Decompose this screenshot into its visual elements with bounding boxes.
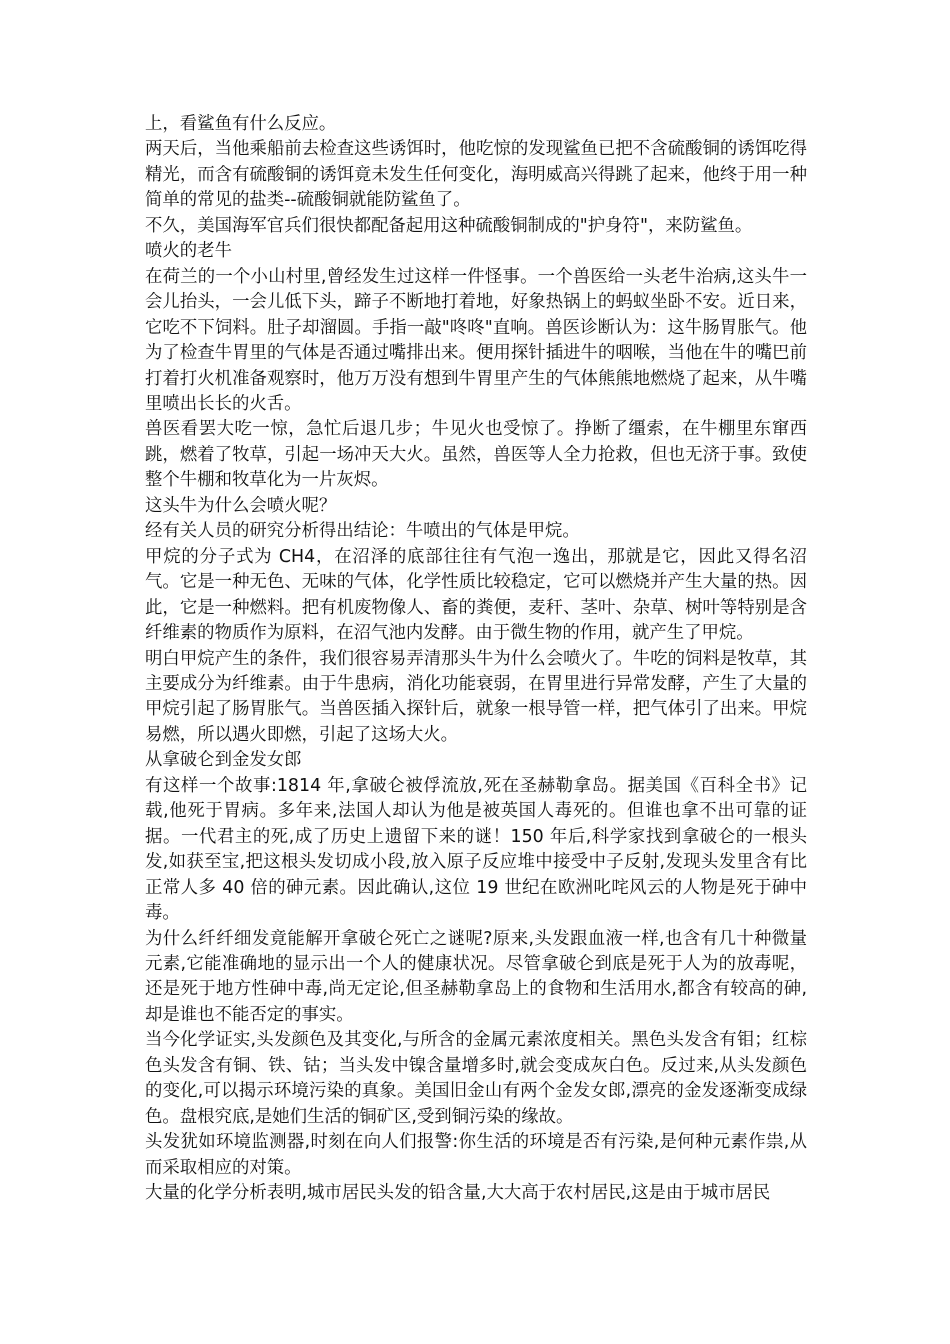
paragraph: 大量的化学分析表明,城市居民头发的铅含量,大大高于农村居民,这是由于城市居民 [145,1183,771,1204]
paragraph: 这头牛为什么会喷火呢？ [145,495,337,516]
document-page [145,112,807,1206]
paragraph: 为什么纤纤细发竟能解开拿破仑死亡之谜呢?原来,头发跟血液一样,也含有几十种微量元素,它能准确地的显示出一个人的健康状况。尽管拿破仑到底是死于人为的放毒呢，还是死于地方性砷中毒,尚无定论,但圣赫勒拿岛上的食物和生活用水,都含有较高的砷,却是谁也不能否定的事实。 [145,928,807,1025]
section-heading: 喷火的老牛 [145,241,232,262]
paragraph: 上，看鲨鱼有什么反应。 [145,114,337,134]
paragraph: 头发犹如环境监测器,时刻在向人们报警:你生活的环境是否有污染,是何种元素作祟,从而采取相应的对策。 [145,1132,807,1178]
paragraph: 不久，美国海军官兵们很快都配备起用这种硫酸铜制成的"护身符"，来防鲨鱼。 [145,215,753,236]
paragraph: 甲烷的分子式为 CH4，在沼泽的底部往往有气泡一逸出，那就是它，因此又得名沼气。它是一种无色、无味的气体，化学性质比较稳定，它可以燃烧并产生大量的热。因此，它是一种燃料。把有机废物像人、畜的粪便，麦秆、茎叶、杂草、树叶等特别是含纤维素的物质作为原料，在沼气池内发酵。由于微生物的作用，就产生了甲烷。 [145,546,807,644]
paragraph: 兽医看罢大吃一惊，急忙后退几步；牛见火也受惊了。挣断了缰索，在牛棚里东窜西跳，燃着了牧草，引起一场冲天大火。虽然，兽医等人全力抢救，但也无济于事。致使整个牛棚和牧草化为一片灰烬。 [145,419,807,491]
paragraph: 当今化学证实,头发颜色及其变化,与所含的金属元素浓度相关。黑色头发含有钼；红棕色头发含有铜、铁、钴；当头发中镍含量增多时,就会变成灰白色。反过来,从头发颜色的变化,可以揭示环境污染的真象。美国旧金山有两个金发女郎,漂亮的金发逐渐变成绿色。盘根究底,是她们生活的铜矿区,受到铜污染的缘故。 [145,1030,807,1127]
paragraph: 经有关人员的研究分析得出结论：牛喷出的气体是甲烷。 [145,521,580,542]
paragraph: 有这样一个故事:1814 年,拿破仑被俘流放,死在圣赫勒拿岛。据美国《百科全书》记载,他死于胃病。多年来,法国人却认为他是被英国人毒死的。但谁也拿不出可靠的证据。一代君主的死,成了历史上遗留下来的谜！150 年后,科学家找到拿破仑的一根头发,如获至宝,把这根头发切成小段,放入原子反应堆中接受中子反射,发现头发里含有比正常人多 40 倍的砷元素。因此确认,这位 19 世纪在欧洲叱咤风云的人物是死于砷中毒。 [145,775,807,924]
paragraph: 在荷兰的一个小山村里,曾经发生过这样一件怪事。一个兽医给一头老牛治病,这头牛一会儿抬头，一会儿低下头，蹄子不断地打着地，好象热锅上的蚂蚁坐卧不安。近日来，它吃不下饲料。肚子却溜圆。手指一敲"咚咚"直响。兽医诊断认为：这牛肠胃胀气。他为了检查牛胃里的气体是否通过嘴排出来。便用探针插进牛的咽喉，当他在牛的嘴巴前打着打火机准备观察时，他万万没有想到牛胃里产生的气体熊熊地燃烧了起来，从牛嘴里喷出长长的火舌。 [145,266,807,414]
paragraph: 两天后，当他乘船前去检查这些诱饵时，他吃惊的发现鲨鱼已把不含硫酸铜的诱饵吃得精光，而含有硫酸铜的诱饵竟未发生任何变化，海明威高兴得跳了起来，他终于用一种简单的常见的盐类--硫酸铜就能防鲨鱼了。 [145,139,807,211]
paragraph: 明白甲烷产生的条件，我们很容易弄清那头牛为什么会喷火了。牛吃的饲料是牧草，其主要成分为纤维素。由于牛患病，消化功能衰弱，在胃里进行异常发酵，产生了大量的甲烷引起了肠胃胀气。当兽医插入探针后，就象一根导管一样，把气体引了出来。甲烷易燃，所以遇火即燃，引起了这场大火。 [145,648,807,745]
section-heading: 从拿破仑到金发女郎 [145,750,302,771]
